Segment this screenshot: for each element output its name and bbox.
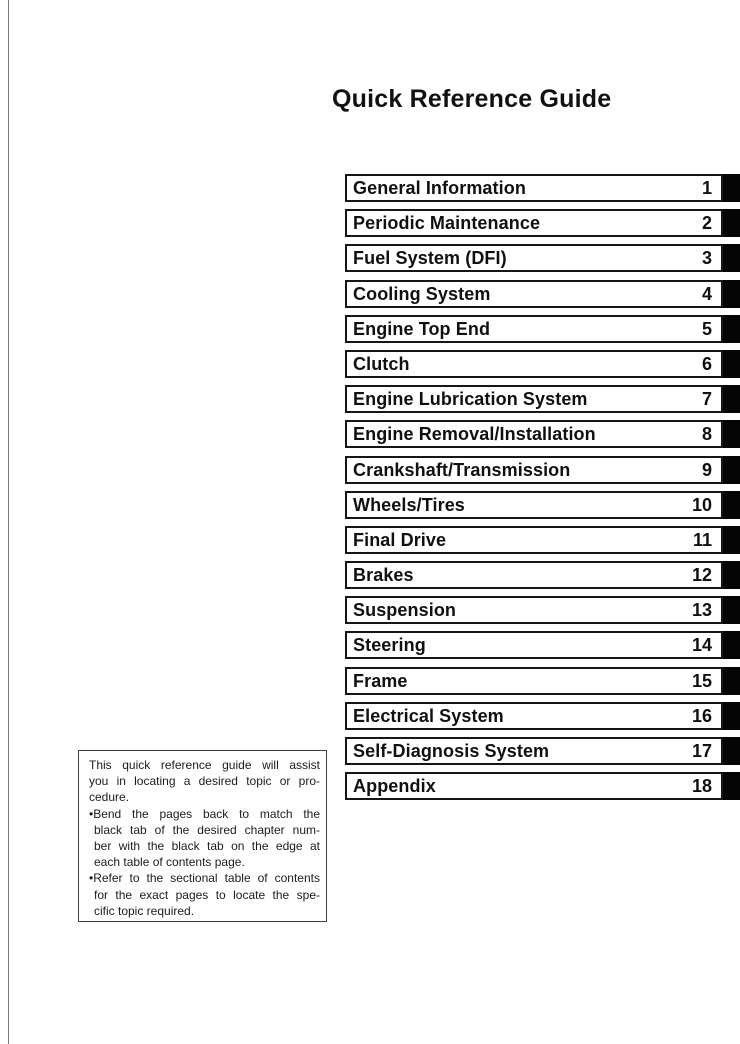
chapter-row (345, 350, 740, 378)
chapter-number: 1 (701, 178, 712, 198)
chapter-label: Appendix (353, 776, 436, 797)
chapter-black-tab (723, 561, 740, 589)
chapter-row (345, 772, 740, 800)
note-line: cific topic required. (94, 903, 195, 918)
chapter-row (345, 315, 740, 343)
note-line: each table of contents page. (94, 855, 245, 870)
chapter-label: Cooling System (353, 283, 491, 304)
chapter-black-tab (723, 456, 740, 484)
chapter-label: Final Drive (353, 529, 447, 550)
chapter-black-tab (723, 209, 740, 237)
chapter-row (345, 631, 740, 659)
chapter-box (345, 209, 723, 237)
note-line: cedure. (89, 790, 130, 805)
chapter-number: 11 (692, 529, 712, 550)
chapter-black-tab (723, 631, 740, 659)
note-line: black tab of the desired chapter num- (94, 822, 320, 837)
chapter-number: 7 (701, 389, 712, 410)
chapter-number: 5 (701, 318, 712, 339)
page-title: Quick Reference Guide (332, 85, 612, 113)
chapter-black-tab (723, 596, 740, 624)
chapter-row (345, 174, 740, 202)
chapter-number: 16 (691, 705, 712, 726)
chapter-box (345, 491, 723, 519)
chapter-row (345, 385, 740, 413)
page-edge-line (8, 0, 9, 1044)
chapter-box (345, 420, 723, 448)
chapter-box (345, 244, 723, 272)
chapter-number: 14 (691, 635, 712, 656)
chapter-label: Crankshaft/Transmission (353, 459, 571, 480)
chapter-black-tab (723, 315, 740, 343)
chapter-label: Steering (353, 635, 426, 656)
chapter-black-tab (723, 420, 740, 448)
chapter-label: Wheels/Tires (353, 494, 465, 515)
chapter-box (345, 737, 723, 765)
chapter-label: Electrical System (353, 705, 504, 726)
chapter-row (345, 596, 740, 624)
chapter-label: Suspension (353, 600, 457, 621)
chapter-row (345, 209, 740, 237)
chapter-row (345, 526, 740, 554)
chapter-box (345, 280, 723, 308)
chapter-box (345, 385, 723, 413)
chapter-label: General Information (353, 178, 526, 198)
chapter-number: 3 (701, 248, 712, 269)
chapter-black-tab (723, 491, 740, 519)
chapter-row (345, 280, 740, 308)
chapter-label: Clutch (353, 353, 410, 374)
chapter-number: 6 (701, 353, 712, 374)
chapter-row (345, 737, 740, 765)
chapter-label: Engine Lubrication System (353, 389, 588, 410)
chapter-box (345, 315, 723, 343)
chapter-label: Fuel System (DFI) (353, 248, 507, 269)
chapter-number: 15 (691, 670, 712, 691)
chapter-black-tab (723, 702, 740, 730)
chapter-box (345, 596, 723, 624)
chapter-row (345, 244, 740, 272)
note-line: ber with the black tab on the edge at (94, 839, 320, 854)
chapter-box (345, 631, 723, 659)
chapter-label: Engine Top End (353, 318, 491, 339)
chapter-label: Brakes (353, 565, 414, 586)
chapter-black-tab (723, 244, 740, 272)
chapter-black-tab (723, 737, 740, 765)
chapter-row (345, 491, 740, 519)
chapter-black-tab (723, 385, 740, 413)
chapter-box (345, 772, 723, 800)
chapter-number: 10 (691, 494, 712, 515)
note-line: you in locating a desired topic or pro- (89, 774, 320, 789)
chapter-box (345, 350, 723, 378)
chapter-box (345, 526, 723, 554)
chapter-black-tab (723, 174, 740, 202)
chapter-number: 9 (701, 459, 712, 480)
chapter-number: 2 (701, 213, 712, 234)
chapter-number: 13 (691, 600, 712, 621)
note-line: •Bend the pages back to match the (89, 806, 320, 821)
chapter-label: Periodic Maintenance (353, 213, 541, 234)
note-line: •Refer to the sectional table of contents (89, 871, 320, 886)
chapter-row (345, 420, 740, 448)
chapter-row (345, 456, 740, 484)
chapter-black-tab (723, 772, 740, 800)
note-box (78, 750, 327, 922)
chapter-black-tab (723, 667, 740, 695)
chapter-box (345, 667, 723, 695)
chapter-box (345, 702, 723, 730)
chapter-number: 4 (701, 283, 712, 304)
chapter-row (345, 702, 740, 730)
chapter-box (345, 174, 723, 202)
chapter-label: Self-Diagnosis System (353, 741, 550, 761)
chapter-black-tab (723, 280, 740, 308)
chapter-number: 17 (691, 741, 712, 761)
note-line: This quick reference guide will assist (89, 758, 320, 772)
chapter-black-tab (723, 350, 740, 378)
chapter-number: 8 (701, 424, 712, 445)
chapter-row (345, 561, 740, 589)
chapter-number: 12 (691, 565, 712, 586)
chapter-black-tab (723, 526, 740, 554)
chapter-label: Engine Removal/Installation (353, 424, 596, 445)
chapter-list (345, 174, 740, 807)
chapter-label: Frame (353, 670, 408, 691)
note-line: for the exact pages to locate the spe- (94, 887, 320, 902)
chapter-row (345, 667, 740, 695)
chapter-number: 18 (691, 776, 712, 797)
chapter-box (345, 456, 723, 484)
chapter-box (345, 561, 723, 589)
